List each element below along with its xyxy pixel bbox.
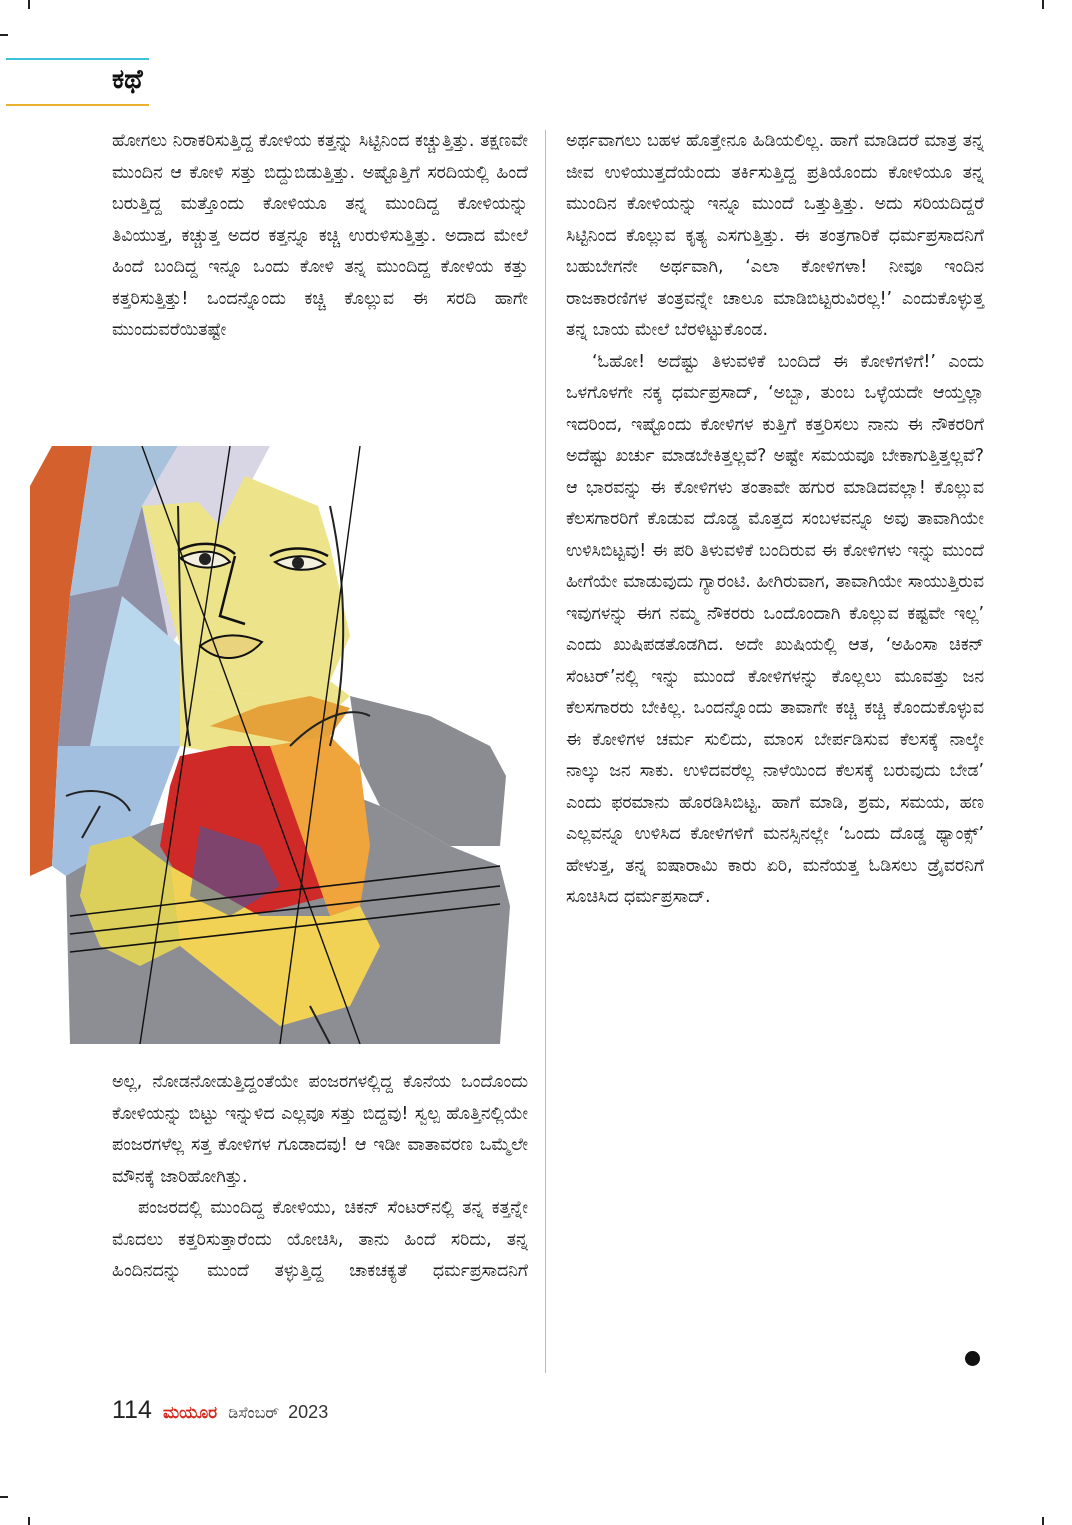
crop-mark-left-lower — [0, 1496, 8, 1498]
paragraph: ಹೋಗಲು ನಿರಾಕರಿಸುತ್ತಿದ್ದ ಕೋಳಿಯ ಕತ್ತನ್ನು ಸಿಟ್ಟಿನಿಂದ ಕಚ್ಚುತ್ತಿತ್ತು. ತಕ್ಷಣವೇ ಮುಂದಿನ ಆ ಕೋಳಿ ಸತ್ತು ಬಿದ್ದುಬಿಡುತ್ತಿತ್ತು. ಅಷ್ಟೊತ್ತಿಗೆ ಸರದಿಯಲ್ಲಿ ಹಿಂದೆ ಬರುತ್ತಿದ್ದ ಮತ್ತೊಂದು ಕೋಳಿಯೂ ತನ್ನ ಮುಂದಿದ್ದ ಕೋಳಿಯನ್ನು ತಿವಿಯುತ್ತ, ಕಚ್ಚುತ್ತ ಅದರ ಕತ್ತನ್ನೂ ಕಚ್ಚಿ ಉರುಳಿಸುತ್ತಿತ್ತು. ಅದಾದ ಮೇಲೆ ಹಿಂದೆ ಬಂದಿದ್ದ ಇನ್ನೂ ಒಂದು ಕೋಳಿ ತನ್ನ ಮುಂದಿದ್ದ ಕೋಳಿಯ ಕತ್ತು ಕತ್ತರಿಸುತ್ತಿತ್ತು! ಒಂದನ್ನೊಂದು ಕಚ್ಚಿ ಕೊಲ್ಲುವ ಈ ಸರದಿ ಹಾಗೇ ಮುಂದುವರೆಯಿತಷ್ಟೇ — [112, 131, 528, 340]
magazine-name: ಮಯೂರ — [162, 1403, 218, 1423]
column-left-top — [112, 126, 528, 347]
bullet-end-icon — [965, 1351, 980, 1366]
crop-mark-top-right — [1042, 0, 1044, 9]
page-footer — [112, 1396, 328, 1430]
issue-year: 2023 — [288, 1402, 329, 1422]
issue-month: ಡಿಸೆಂಬರ್ — [228, 1403, 280, 1422]
crop-mark-top-left — [28, 0, 30, 9]
column-divider — [545, 130, 546, 1373]
story-illustration — [30, 446, 530, 1044]
column-right — [566, 126, 984, 914]
crop-mark-bottom-left — [28, 1517, 30, 1525]
column-left-bottom — [112, 1067, 528, 1288]
page-number: 114 — [112, 1396, 152, 1424]
header-rule-top — [6, 58, 149, 60]
paragraph: ಪಂಜರದಲ್ಲಿ ಮುಂದಿದ್ದ ಕೋಳಿಯು, ಚಿಕನ್ ಸೆಂಟರ್‌ನಲ್ಲಿ ತನ್ನ ಕತ್ತನ್ನೇ ಮೊದಲು ಕತ್ತರಿಸುತ್ತಾರೆಂದು ಯೋಚಿಸಿ, ತಾನು ಹಿಂದೆ ಸರಿದು, ತನ್ನ ಹಿಂದಿನದನ್ನು ಮುಂದೆ ತಳ್ಳುತ್ತಿದ್ದ ಚಾಕಚಕ್ಯತೆ ಧರ್ಮಪ್ರಸಾದನಿಗೆ — [112, 1198, 528, 1281]
crop-mark-left-upper — [0, 34, 8, 36]
section-title: ಕಥೆ — [112, 64, 143, 95]
header-rule-bottom — [6, 104, 149, 106]
paragraph: ‘ಓಹೋ! ಅದೆಷ್ಟು ತಿಳುವಳಿಕೆ ಬಂದಿದೆ ಈ ಕೋಳಿಗಳಿಗೆ!’ ಎಂದು ಒಳಗೊಳಗೇ ನಕ್ಕ ಧರ್ಮಪ್ರಸಾದ್, ‘ಅಬ್ಬಾ, ತುಂಬ ಒಳ್ಳೆಯದೇ ಆಯ್ತಲ್ಲಾ ಇದರಿಂದ, ಇಷ್ಟೊಂದು ಕೋಳಿಗಳ ಕುತ್ತಿಗೆ ಕತ್ತರಿಸಲು ನಾನು ಈ ನೌಕರರಿಗೆ ಅದೆಷ್ಟು ಖರ್ಚು ಮಾಡಬೇಕಿತ್ತಲ್ಲವೆ? ಅಷ್ಟೇ ಸಮಯವೂ ಬೇಕಾಗುತ್ತಿತ್ತಲ್ಲವೆ? ಆ ಭಾರವನ್ನು ಈ ಕೋಳಿಗಳು ತಂತಾವೇ ಹಗುರ ಮಾಡಿದವಲ್ಲಾ! ಕೊಲ್ಲುವ ಕೆಲಸಗಾರರಿಗೆ ಕೊಡುವ ದೊಡ್ಡ ಮೊತ್ತದ ಸಂಬಳವನ್ನೂ ಅವು ತಾವಾಗಿಯೇ ಉಳಿಸಿಬಿಟ್ಟವು! ಈ ಪರಿ ತಿಳುವಳಿಕೆ ಬಂದಿರುವ ಈ ಕೋಳಿಗಳು ಇನ್ನು ಮುಂದೆ ಹೀಗೆಯೇ ಮಾಡುವುದು ಗ್ಯಾರಂಟಿ. ಹೀಗಿರುವಾಗ, ತಾವಾಗಿಯೇ ಸಾಯುತ್ತಿರುವ ಇವುಗಳನ್ನು ಈಗ ನಮ್ಮ ನೌಕರರು ಒಂದೊಂದಾಗಿ ಕೊಲ್ಲುವ ಕಷ್ಟವೇ ಇಲ್ಲ’ ಎಂದು ಖುಷಿಪಡತೊಡಗಿದ. ಅದೇ ಖುಷಿಯಲ್ಲಿ ಆತ, ‘ಅಹಿಂಸಾ ಚಿಕನ್ ಸೆಂಟರ್’ನಲ್ಲಿ ಇನ್ನು ಮುಂದೆ ಕೋಳಿಗಳನ್ನು ಕೊಲ್ಲಲು ಮೂವತ್ತು ಜನ ಕೆಲಸಗಾರರು ಬೇಕಿಲ್ಲ. ಒಂದನ್ನೊಂದು ತಾವಾಗೇ ಕಚ್ಚಿ ಕಚ್ಚಿ ಕೊಂದುಕೊಳ್ಳುವ ಈ ಕೋಳಿಗಳ ಚರ್ಮ ಸುಲಿದು, ಮಾಂಸ ಬೇರ್ಪಡಿಸುವ ಕೆಲಸಕ್ಕೆ ನಾಲ್ಕೇ ನಾಲ್ಕು ಜನ ಸಾಕು. ಉಳಿದವರೆಲ್ಲ ನಾಳೆಯಿಂದ ಕೆಲಸಕ್ಕೆ ಬರುವುದು ಬೇಡ’ ಎಂದು ಫರಮಾನು ಹೊರಡಿಸಿಬಿಟ್ಟ. ಹಾಗೆ ಮಾಡಿ, ಶ್ರಮ, ಸಮಯ, ಹಣ ಎಲ್ಲವನ್ನೂ ಉಳಿಸಿದ ಕೋಳಿಗಳಿಗೆ ಮನಸ್ಸಿನಲ್ಲೇ ‘ಒಂದು ದೊಡ್ಡ ಥ್ಯಾಂಕ್ಸ್’ ಹೇಳುತ್ತ, ತನ್ನ ಐಷಾರಾಮಿ ಕಾರು ಏರಿ, ಮನೆಯತ್ತ ಓಡಿಸಲು ಡ್ರೈವರನಿಗೆ ಸೂಚಿಸಿದ ಧರ್ಮಪ್ರಸಾದ್. — [566, 351, 984, 907]
paragraph: ಅರ್ಥವಾಗಲು ಬಹಳ ಹೊತ್ತೇನೂ ಹಿಡಿಯಲಿಲ್ಲ. ಹಾಗೆ ಮಾಡಿದರೆ ಮಾತ್ರ ತನ್ನ ಜೀವ ಉಳಿಯುತ್ತದೆಯೆಂದು ತರ್ಕಿಸುತ್ತಿದ್ದ ಪ್ರತಿಯೊಂದು ಕೋಳಿಯೂ ತನ್ನ ಮುಂದಿನ ಕೋಳಿಯನ್ನು ಇನ್ನೂ ಮುಂದೆ ಒತ್ತುತ್ತಿತ್ತು. ಅದು ಸರಿಯದಿದ್ದರೆ ಸಿಟ್ಟಿನಿಂದ ಕೊಲ್ಲುವ ಕೃತ್ಯ ಎಸಗುತ್ತಿತ್ತು. ಈ ತಂತ್ರಗಾರಿಕೆ ಧರ್ಮಪ್ರಸಾದನಿಗೆ ಬಹುಬೇಗನೇ ಅರ್ಥವಾಗಿ, ‘ಎಲಾ ಕೋಳಿಗಳಾ! ನೀವೂ ಇಂದಿನ ರಾಜಕಾರಣಿಗಳ ತಂತ್ರವನ್ನೇ ಚಾಲೂ ಮಾಡಿಬಿಟ್ಟರುವಿರಲ್ಲ!’ ಎಂದುಕೊಳ್ಳುತ್ತ ತನ್ನ ಬಾಯ ಮೇಲೆ ಬೆರಳಿಟ್ಟುಕೊಂಡ. — [566, 131, 984, 340]
crop-mark-bottom-right — [1042, 1517, 1044, 1525]
paragraph: ಅಲ್ಲ, ನೋಡನೋಡುತ್ತಿದ್ದಂತೆಯೇ ಪಂಜರಗಳಲ್ಲಿದ್ದ ಕೊನೆಯ ಒಂದೊಂದು ಕೋಳಿಯನ್ನು ಬಿಟ್ಟು ಇನ್ನುಳಿದ ಎಲ್ಲವೂ ಸತ್ತು ಬಿದ್ದವು! ಸ್ವಲ್ಪ ಹೊತ್ತಿನಲ್ಲಿಯೇ ಪಂಜರಗಳೆಲ್ಲ ಸತ್ತ ಕೋಳಿಗಳ ಗೂಡಾದವು! ಆ ಇಡೀ ವಾತಾವರಣ ಒಮ್ಮೆಲೇ ಮೌನಕ್ಕೆ ಜಾರಿಹೋಗಿತ್ತು. — [112, 1072, 528, 1187]
